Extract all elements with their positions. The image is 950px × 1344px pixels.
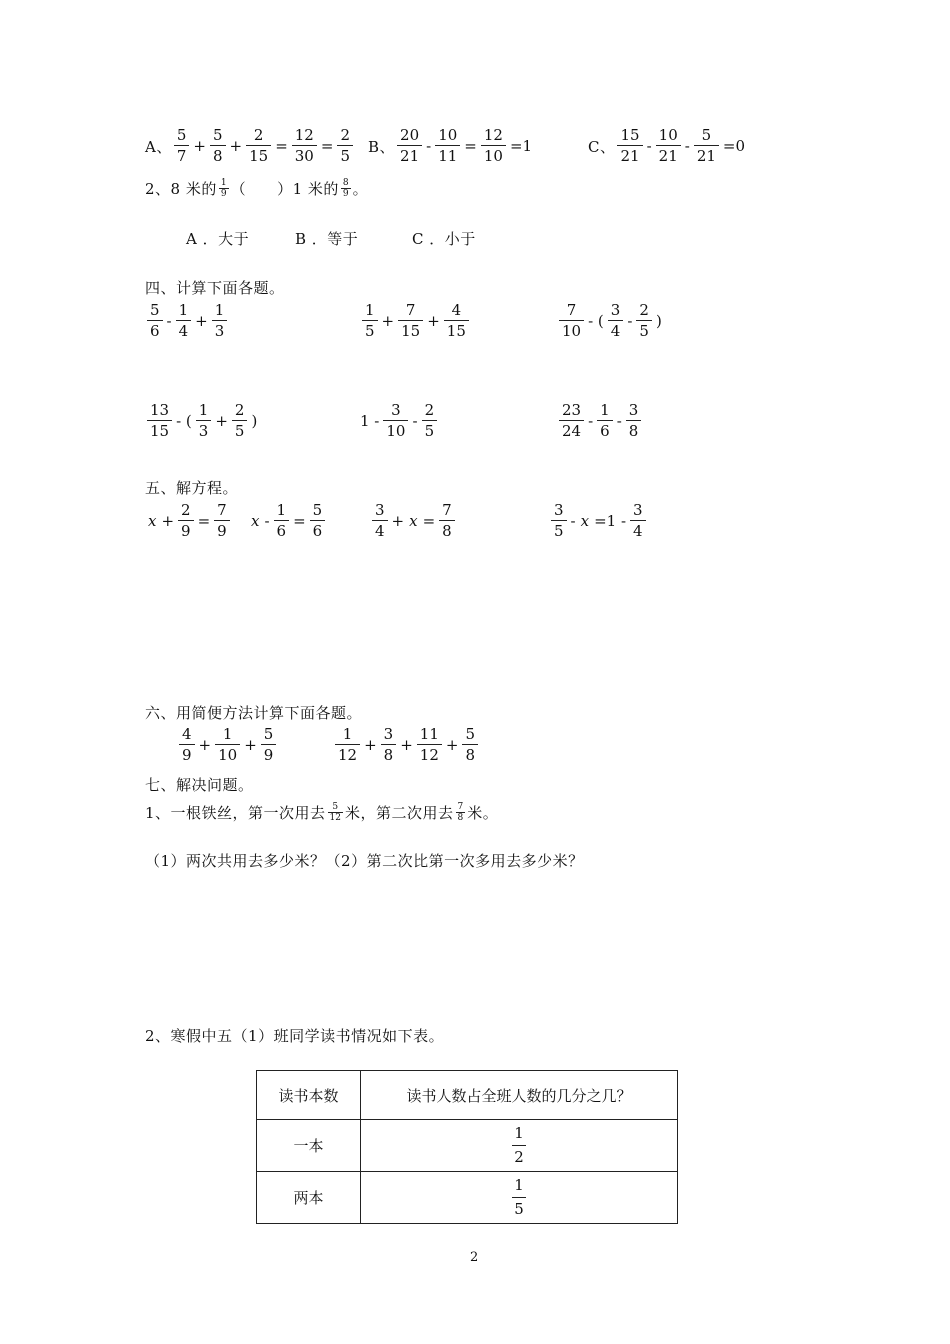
fraction: $\frac{5}{21}$ xyxy=(694,128,719,164)
q2-option-a: A ．大于 xyxy=(186,230,250,248)
fraction: $\frac{20}{21}$ xyxy=(397,128,422,164)
fraction: $\frac{7}{8}$ xyxy=(457,801,464,823)
problem-1-mid: 米，第二次用去 xyxy=(345,804,454,822)
calc-expression: $\frac{7}{10}$ - ( $\frac{3}{4}$ - $\frac{2}{5}$ ) xyxy=(557,303,664,339)
calc-expression: $\frac{23}{24}$ - $\frac{1}{6}$ - $\frac{3}{8}$ xyxy=(557,403,643,439)
table-cell: 两本 xyxy=(257,1172,361,1224)
fraction: $\frac{5}{12}$ xyxy=(329,801,341,823)
problem-1-subquestions: （1）两次共用去多少米？（2）第二次比第一次多用去多少米？ xyxy=(145,852,584,870)
simplify-expression: $\frac{4}{9}$ + $\frac{1}{10}$ + $\frac{5}{9}$ xyxy=(177,727,278,763)
equation: x + $\frac{2}{9}$ = $\frac{7}{9}$ xyxy=(145,503,232,539)
page-number: 2 xyxy=(470,1250,479,1265)
section-4-title: 四、计算下面各题。 xyxy=(145,279,285,297)
fraction: $\frac{1}{2}$ xyxy=(514,1124,524,1166)
section-5-title: 五、解方程。 xyxy=(145,479,239,497)
calc-expression: $\frac{13}{15}$ - ( $\frac{1}{3}$ + $\frac{2}{5}$ ) xyxy=(145,403,259,439)
equation: x - $\frac{1}{6}$ = $\frac{5}{6}$ xyxy=(248,503,327,539)
section-7-title: 七、解决问题。 xyxy=(145,776,254,794)
fraction: $\frac{10}{21}$ xyxy=(656,128,681,164)
q2-prefix: 2、8 米的 xyxy=(145,180,217,198)
reading-table xyxy=(256,1070,678,1224)
table-header-row xyxy=(257,1071,678,1120)
choice-c-label: C、 xyxy=(588,137,616,156)
question-2 xyxy=(145,178,368,199)
q2-option-c: C ．小于 xyxy=(412,230,476,248)
fraction: $\frac{1}{5}$ xyxy=(514,1176,524,1218)
choice-b: B、 $\frac{20}{21}$ - $\frac{10}{11}$ = $\frac{12}{10}$ =1 xyxy=(368,126,533,165)
choice-c: C、 $\frac{15}{21}$ - $\frac{10}{21}$ - $\frac{5}{21}$ =0 xyxy=(588,126,746,165)
equation: $\frac{3}{5}$ - x =1 - $\frac{3}{4}$ xyxy=(549,503,648,539)
calc-expression: 1 - $\frac{3}{10}$ - $\frac{2}{5}$ xyxy=(358,403,439,439)
q2-option-b: B ．等于 xyxy=(295,230,359,248)
fraction: $\frac{12}{30}$ xyxy=(292,128,317,164)
calc-expression: $\frac{1}{5}$ + $\frac{7}{15}$ + $\frac{4}{15}$ xyxy=(360,303,471,339)
choice-b-label: B、 xyxy=(368,137,396,156)
q2-suffix: 。 xyxy=(352,180,369,198)
fraction: $\frac{1}{9}$ xyxy=(220,177,227,199)
fraction: $\frac{5}{8}$ xyxy=(210,128,226,164)
table-row xyxy=(257,1172,678,1224)
choice-a-label: A、 xyxy=(145,137,172,156)
choice-a: A、 $\frac{5}{7}$ + $\frac{5}{8}$ + $\frac{2}{15}$ = $\frac{12}{30}$ = $\frac{2}{5}$ xyxy=(145,128,355,164)
fraction: $\frac{2}{15}$ xyxy=(246,128,271,164)
fraction: $\frac{2}{5}$ xyxy=(337,128,353,164)
calc-expression: $\frac{5}{6}$ - $\frac{1}{4}$ + $\frac{1}{3}$ xyxy=(145,303,229,339)
fraction: $\frac{15}{21}$ xyxy=(617,128,642,164)
table-cell xyxy=(361,1172,678,1224)
fraction: $\frac{8}{9}$ xyxy=(342,177,349,199)
problem-1-prefix: 1、一根铁丝，第一次用去 xyxy=(145,804,326,822)
problem-1 xyxy=(145,802,498,823)
section-6-title: 六、用简便方法计算下面各题。 xyxy=(145,704,363,722)
simplify-expression: $\frac{1}{12}$ + $\frac{3}{8}$ + $\frac{11}{12}$ + $\frac{5}{8}$ xyxy=(333,727,480,763)
table-cell: 一本 xyxy=(257,1120,361,1172)
table-header-cell: 读书人数占全班人数的几分之几？ xyxy=(361,1071,678,1120)
fraction: $\frac{12}{10}$ xyxy=(481,128,506,164)
q2-blank: （ ）1 米的 xyxy=(230,180,339,198)
problem-1-suffix: 米。 xyxy=(467,804,499,822)
table-row xyxy=(257,1120,678,1172)
equation: $\frac{3}{4}$ + x = $\frac{7}{8}$ xyxy=(370,503,457,539)
problem-2-text: 2、寒假中五（1）班同学读书情况如下表。 xyxy=(145,1027,445,1045)
fraction: $\frac{5}{7}$ xyxy=(174,128,190,164)
table-header-cell: 读书本数 xyxy=(257,1071,361,1120)
table-cell xyxy=(361,1120,678,1172)
fraction: $\frac{10}{11}$ xyxy=(435,128,460,164)
